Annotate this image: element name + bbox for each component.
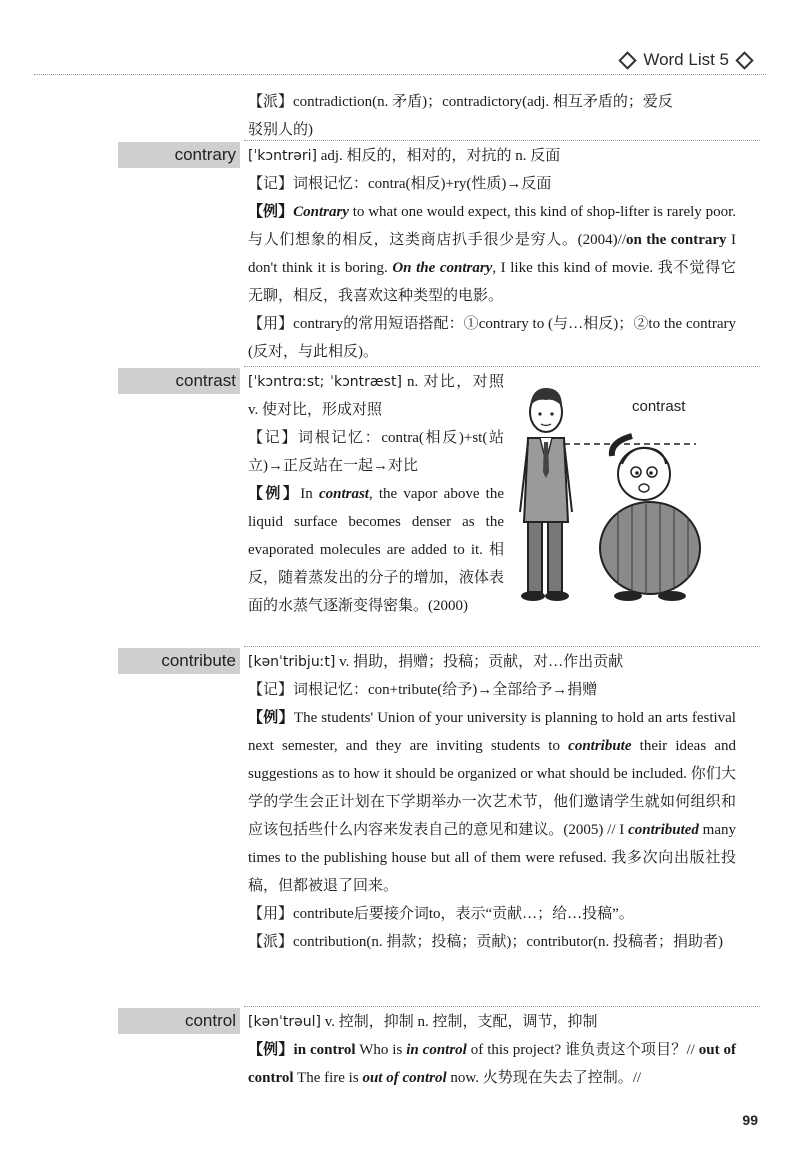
header-rule xyxy=(34,74,766,75)
definition-line xyxy=(248,368,504,424)
definition: adj. 相反的，相对的，对抗的 n. 反面 xyxy=(316,148,561,164)
example: 【例】The students' Union of your university is planning to hold an arts festival next semester, and they are inviting students to contribute their ideas and suggestions as to how it should be organized or what should be included. 你们大学的学生会正计划在下学期举办一次艺术节，他们邀请学生就如何组织和应该包括些什么内容来发表自己的意见和建议。(2005) // I contributed many times to the publishing house but all of them were refused. 我多次向出版社投稿，但都被退了回来。 xyxy=(248,710,737,894)
entry-contrary xyxy=(248,142,736,366)
entry-contribute xyxy=(248,648,736,956)
example: 【例】Contrary to what one would expect, this kind of shop-lifter is rarely poor. 与人们想象的相反，这类商店扒手很少是穷人。(2004)//on the contrary I don't think it is boring. On the contrary, I like this kind of movie. 我不觉得它无聊，相反，我喜欢这种类型的电影。 xyxy=(248,204,736,304)
definition: v. 控制，抑制 n. 控制，支配，调节，抑制 xyxy=(321,1014,598,1030)
page-number: 99 xyxy=(742,1112,758,1128)
entry-divider xyxy=(244,646,760,647)
phonetic: [kənˈtribjuːt] xyxy=(248,654,336,670)
derivation-line: 【派】contradiction(n. 矛盾)；contradictory(adj. 相互矛盾的；爱反 xyxy=(248,94,673,110)
phonetic: [ˈkɔntrəri] xyxy=(248,148,317,164)
usage-note: 【用】contribute后要接介词to，表示“贡献…；给…投稿”。 xyxy=(248,906,634,922)
diamond-icon xyxy=(735,51,753,69)
phonetic: [kənˈtrəul] xyxy=(248,1014,321,1030)
tall-man-figure xyxy=(520,388,572,601)
example: 【例】in control Who is in control of this project? 谁负责这个项目？// out of control The fire is out of control now. 火势现在失去了控制。// xyxy=(248,1042,737,1086)
entry-contrast xyxy=(248,368,504,620)
phonetic: [ˈkɔntrɑːst; ˈkɔntræst] xyxy=(248,374,402,390)
derivation-line: 驳别人的) xyxy=(248,122,313,138)
diamond-icon xyxy=(619,51,637,69)
usage-note: 【用】contrary的常用短语搭配：①contrary to (与…相反)；②to the contrary (反对，与此相反)。 xyxy=(248,316,736,360)
headword-contribute: contribute xyxy=(118,648,240,674)
entry-divider xyxy=(244,140,760,141)
running-header xyxy=(612,46,760,74)
short-man-figure xyxy=(600,436,700,601)
example: 【例】In contrast, the vapor above the liquid surface becomes denser as the evaporated molecules are added to it. 相反，随着蒸发出的分子的增加，液体表面的水蒸气逐渐变得密集。(2000) xyxy=(248,486,504,614)
definition-line xyxy=(248,142,736,170)
headword-contrary: contrary xyxy=(118,142,240,168)
contrast-illustration xyxy=(514,372,738,608)
entry-divider xyxy=(244,366,760,367)
definition: n. 对比，对照 v. 使对比，形成对照 xyxy=(248,374,504,418)
previous-entry-derivation xyxy=(248,88,736,144)
headword-control: control xyxy=(118,1008,240,1034)
memory-tip: 【记】词根记忆：con+tribute(给予)→全部给予→捐赠 xyxy=(248,682,598,698)
memory-tip: 【记】词根记忆：contra(相反)+ry(性质)→反面 xyxy=(248,176,552,192)
headword-contrast: contrast xyxy=(118,368,240,394)
entry-control xyxy=(248,1008,736,1092)
illustration-caption: contrast xyxy=(632,398,686,415)
definition: v. 捐助，捐赠；投稿；贡献，对…作出贡献 xyxy=(335,654,624,670)
entry-divider xyxy=(244,1006,760,1007)
header-title: Word List 5 xyxy=(643,50,729,69)
definition-line xyxy=(248,1008,736,1036)
derivation-note: 【派】contribution(n. 捐款；投稿；贡献)；contributor(n. 投稿者；捐助者) xyxy=(248,934,723,950)
definition-line xyxy=(248,648,736,676)
memory-tip: 【记】词根记忆：contra(相反)+st(站立)→正反站在一起→对比 xyxy=(248,430,504,474)
